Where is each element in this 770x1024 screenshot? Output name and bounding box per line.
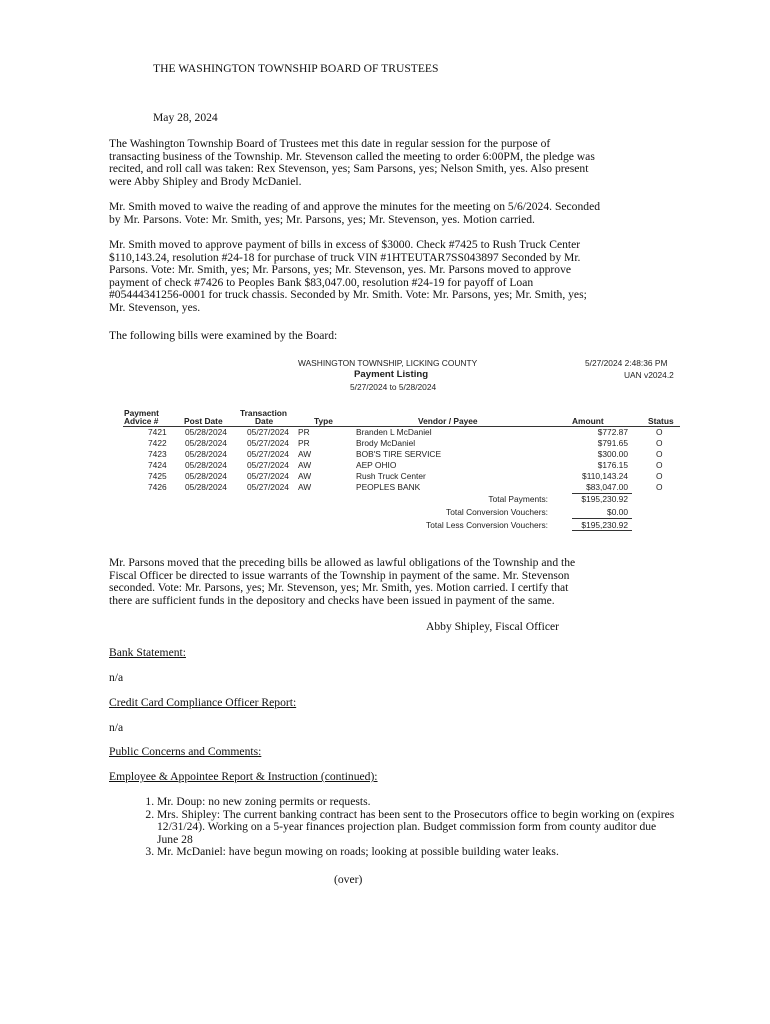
- row-amount: $83,047.00: [586, 482, 628, 492]
- col-vendor: Vendor / Payee: [418, 416, 478, 426]
- minutes-paragraph: Mr. Smith moved to waive the reading of and approve the minutes for the meeting on 5/6/2024. Seconded by Mr. Parsons. Vote: Mr. Smith, yes; Mr. Parsons, yes; Mr. Stevenson, yes. Motion carried.: [109, 200, 601, 226]
- conversion-vouchers-value: $0.00: [607, 507, 628, 517]
- row-post-date: 05/28/2024: [185, 449, 227, 459]
- row-amount: $791.65: [597, 438, 628, 448]
- document-title: THE WASHINGTON TOWNSHIP BOARD OF TRUSTEES: [153, 62, 439, 75]
- row-post-date: 05/28/2024: [185, 482, 227, 492]
- employee-report-heading: Employee & Appointee Report & Instruction (continued):: [109, 770, 378, 783]
- col-post-date: Post Date: [184, 416, 223, 426]
- less-conversion-label: Total Less Conversion Vouchers:: [426, 520, 548, 530]
- row-trans-date: 05/27/2024: [247, 460, 289, 470]
- bills-examined-paragraph: The following bills were examined by the Board:: [109, 329, 338, 342]
- row-type: AW: [298, 482, 312, 492]
- listing-version: UAN v2024.2: [624, 370, 674, 380]
- row-amount: $176.15: [597, 460, 628, 470]
- col-advice-line1: Payment: [124, 408, 159, 418]
- bottom-rule: [572, 530, 632, 531]
- row-vendor: PEOPLES BANK: [356, 482, 421, 492]
- list-item: 1. Mr. Doup: no new zoning permits or requests.: [157, 796, 675, 809]
- row-post-date: 05/28/2024: [185, 427, 227, 437]
- row-amount: $110,143.24: [582, 471, 628, 481]
- row-status: O: [656, 427, 663, 437]
- row-trans-date: 05/27/2024: [247, 471, 289, 481]
- row-trans-date: 05/27/2024: [247, 482, 289, 492]
- row-status: O: [656, 471, 663, 481]
- conversion-vouchers-label: Total Conversion Vouchers:: [446, 507, 548, 517]
- row-status: O: [656, 438, 663, 448]
- row-vendor: BOB'S TIRE SERVICE: [356, 449, 442, 459]
- row-post-date: 05/28/2024: [185, 460, 227, 470]
- employee-report-list: [109, 796, 675, 859]
- over-note: (over): [334, 873, 363, 886]
- row-advice: 7425: [148, 471, 167, 481]
- list-item: 3. Mr. McDaniel: have begun mowing on roads; looking at possible building water leaks.: [157, 846, 675, 859]
- col-trans-line2: Date: [255, 416, 274, 426]
- bank-statement-heading: Bank Statement:: [109, 646, 186, 659]
- row-trans-date: 05/27/2024: [247, 449, 289, 459]
- total-payments-value: $195,230.92: [581, 494, 628, 504]
- row-advice: 7423: [148, 449, 167, 459]
- row-type: PR: [298, 438, 310, 448]
- listing-title: Payment Listing: [354, 369, 429, 380]
- row-type: PR: [298, 427, 310, 437]
- meeting-date: May 28, 2024: [153, 111, 218, 124]
- opening-paragraph: The Washington Township Board of Trustees met this date in regular session for the purpose of transacting business of the Township. Mr. Stevenson called the meeting to order 6:00PM, the pledge was recited, and roll call was taken: Rex Stevenson, yes; Sam Parsons, yes; Nelson Smith, yes. Also present were Abby Shipley and Brody McDaniel.: [109, 137, 595, 188]
- row-vendor: AEP OHIO: [356, 460, 397, 470]
- public-concerns-heading: Public Concerns and Comments:: [109, 745, 262, 758]
- row-trans-date: 05/27/2024: [247, 438, 289, 448]
- less-conversion-value: $195,230.92: [581, 520, 628, 530]
- row-type: AW: [298, 471, 312, 481]
- row-post-date: 05/28/2024: [185, 471, 227, 481]
- row-status: O: [656, 460, 663, 470]
- row-amount: $772.87: [597, 427, 628, 437]
- row-trans-date: 05/27/2024: [247, 427, 289, 437]
- bills-allowed-paragraph: Mr. Parsons moved that the preceding bills be allowed as lawful obligations of the Township and the Fiscal Officer be directed to issue warrants of the Township in payment of the same. Mr. Stevenson seconded. Vote: Mr. Parsons, yes; Mr. Stevenson, yes; Mr. Smith, yes. Motion carried. I certify that there are sufficient funds in the depository and checks have been issued in payment of the same.: [109, 556, 576, 607]
- col-status: Status: [648, 416, 674, 426]
- credit-card-value: n/a: [109, 721, 124, 734]
- row-vendor: Rush Truck Center: [356, 471, 426, 481]
- listing-date-range: 5/27/2024 to 5/28/2024: [350, 382, 437, 392]
- listing-timestamp: 5/27/2024 2:48:36 PM: [585, 358, 668, 368]
- total-payments-label: Total Payments:: [488, 494, 548, 504]
- row-type: AW: [298, 449, 312, 459]
- row-advice: 7422: [148, 438, 167, 448]
- row-vendor: Brody McDaniel: [356, 438, 416, 448]
- bank-statement-value: n/a: [109, 671, 124, 684]
- col-amount: Amount: [572, 416, 604, 426]
- row-type: AW: [298, 460, 312, 470]
- listing-org: WASHINGTON TOWNSHIP, LICKING COUNTY: [298, 358, 478, 368]
- row-advice: 7421: [148, 427, 167, 437]
- row-status: O: [656, 482, 663, 492]
- row-amount: $300.00: [597, 449, 628, 459]
- less-conversion-rule: [572, 518, 632, 519]
- credit-card-heading: Credit Card Compliance Officer Report:: [109, 696, 297, 709]
- col-trans-line1: Transaction: [240, 408, 288, 418]
- row-post-date: 05/28/2024: [185, 438, 227, 448]
- row-advice: 7424: [148, 460, 167, 470]
- list-item: 2. Mrs. Shipley: The current banking contract has been sent to the Prosecutors office to begin working on (expires 12/31/24). Working on a 5-year finances projection plan. Budget commission form from county auditor due June 28: [157, 809, 675, 847]
- row-advice: 7426: [148, 482, 167, 492]
- fiscal-officer-signature: Abby Shipley, Fiscal Officer: [426, 620, 559, 633]
- col-advice-line2: Advice #: [124, 416, 159, 426]
- row-status: O: [656, 449, 663, 459]
- totals-rule: [572, 493, 632, 494]
- row-vendor: Branden L McDaniel: [356, 427, 432, 437]
- bills-motion-paragraph: Mr. Smith moved to approve payment of bills in excess of $3000. Check #7425 to Rush Truck Center $110,143.24, resolution #24-18 for purchase of truck VIN #1HTEUTAR7SS043897 Seconded by Mr. Parsons. Vote: Mr. Smith, yes; Mr. Parsons, yes; Mr. Stevenson, yes. Mr. Parsons moved to approve payment of check #7426 to Peoples Bank $83,047.00, resolution #24-19 for payoff of Loan #05444341256-0001 for truck chassis. Seconded by Mr. Smith. Vote: Mr. Parsons, yes; Mr. Smith, yes; Mr. Stevenson, yes.: [109, 238, 587, 314]
- header-rule: [123, 426, 680, 427]
- col-type: Type: [314, 416, 333, 426]
